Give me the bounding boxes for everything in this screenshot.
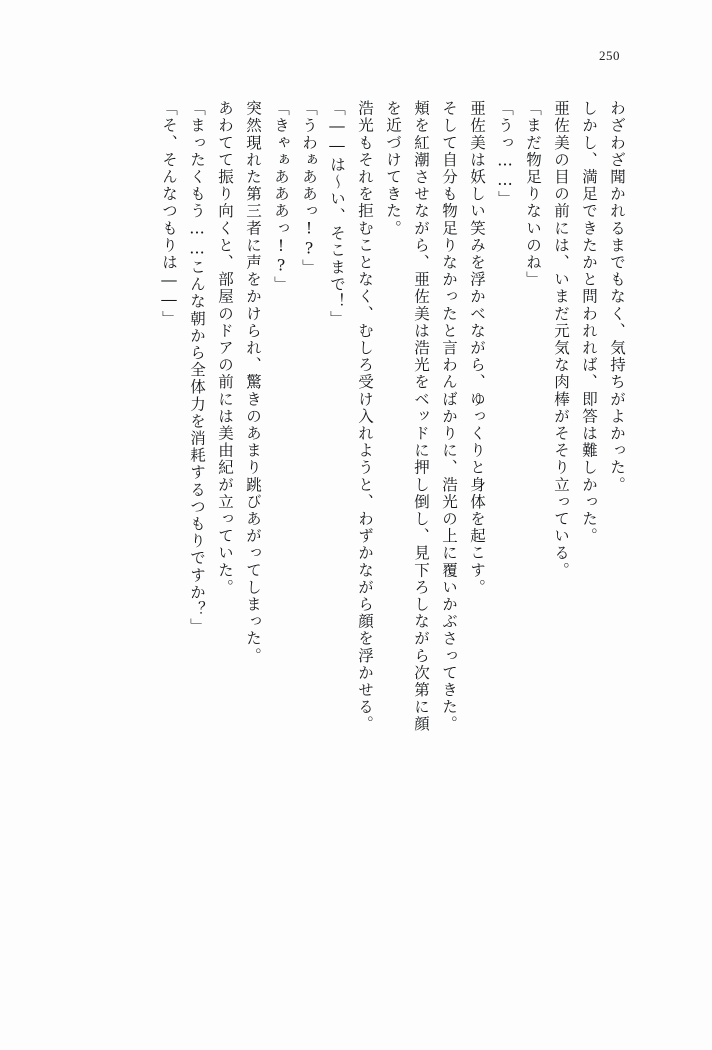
text-line: 「きゃぁあああっ!?」 xyxy=(272,100,290,294)
vertical-text-body xyxy=(70,100,624,800)
text-line: 頬を紅潮させながら、亜佐美は浩光をベッドに押し倒し、見下ろしながら次第に顔 xyxy=(412,100,430,733)
text-line: 「――は～い、そこまで！」 xyxy=(328,100,346,328)
text-line: しかし、満足できたかと問われれば、即答は難しかった。 xyxy=(580,100,598,545)
text-line: わざわざ聞かれるまでもなく、気持ちがよかった。 xyxy=(608,100,626,494)
text-line: 「まったくもう……こんな朝から全体力を消耗するつもりですか？」 xyxy=(188,100,206,636)
text-line: 浩光もそれを拒むことなく、むしろ受け入れようと、わずかながら顔を浮かせる。 xyxy=(356,100,374,733)
text-line: を近づけてきた。 xyxy=(384,100,402,237)
page-number: 250 xyxy=(599,48,620,63)
text-line: そして自分も物足りなかったと言わんばかりに、浩光の上に覆いかぶさってきた。 xyxy=(440,100,458,733)
text-line: 突然現れた第三者に声をかけられ、驚きのあまり跳びあがってしまった。 xyxy=(244,100,262,665)
text-line: 亜佐美は妖しい笑みを浮かべながら、ゆっくりと身体を起こす。 xyxy=(468,100,486,596)
text-line: 「うわぁああっ!?」 xyxy=(300,100,318,276)
text-line: 「そ、そんなつもりは――」 xyxy=(160,100,178,328)
text-line: 亜佐美の目の前には、いまだ元気な肉棒がそそり立っている。 xyxy=(552,100,570,579)
text-line: 「うっ……」 xyxy=(496,100,514,208)
text-line: あわてて振り向くと、部屋のドアの前には美由紀が立っていた。 xyxy=(216,100,234,596)
text-line: 「まだ物足りないのね」 xyxy=(524,100,542,289)
